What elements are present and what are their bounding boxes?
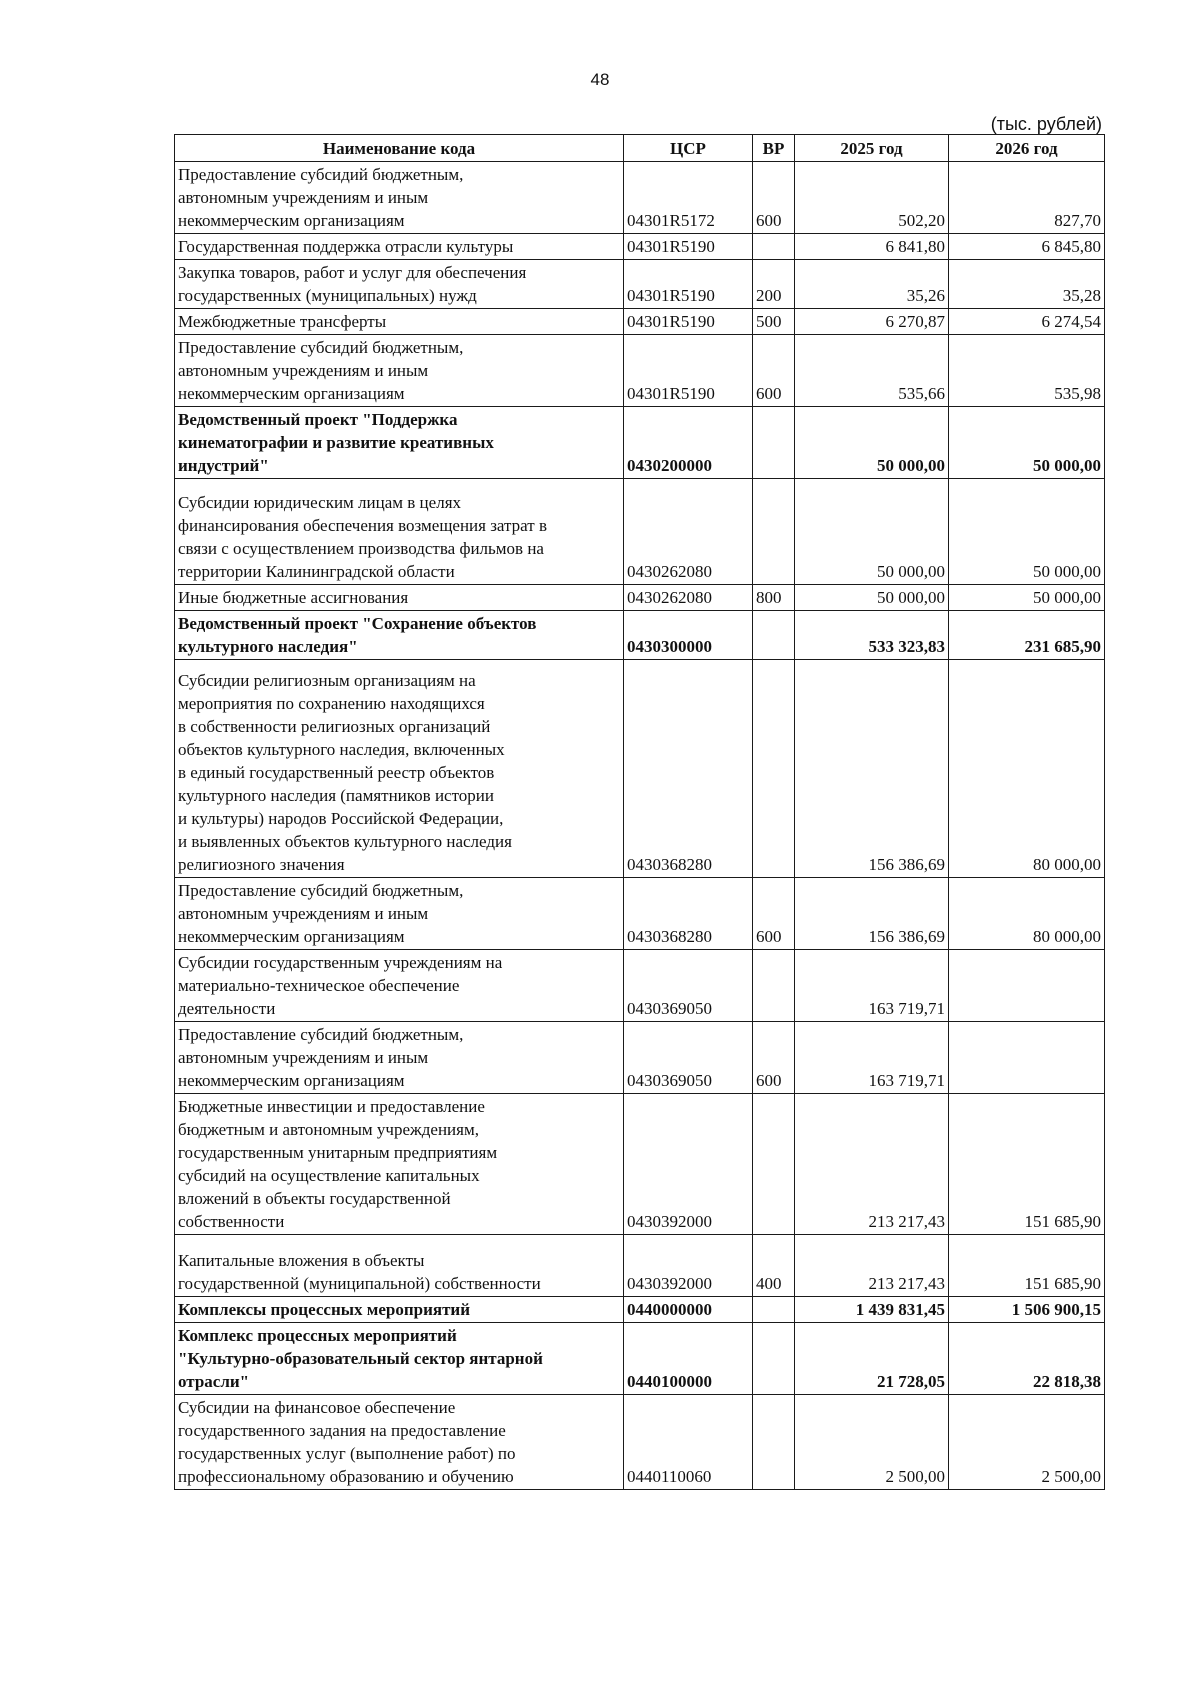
row-name-cell: Иные бюджетные ассигнования bbox=[175, 585, 624, 611]
row-name-cell: Предоставление субсидий бюджетным, автономным учреждениям и иным некоммерческим организациям bbox=[175, 162, 624, 234]
row-csr-cell: 0440100000 bbox=[624, 1323, 753, 1395]
row-vr-cell bbox=[753, 611, 795, 660]
table-row bbox=[175, 950, 1105, 1022]
row-name-cell: Субсидии юридическим лицам в целях финансирования обеспечения возмещения затрат в связи с осуществлением производства фильмов на территории Калининградской области bbox=[175, 479, 624, 585]
table-row bbox=[175, 611, 1105, 660]
row-name-cell: Предоставление субсидий бюджетным, автономным учреждениям и иным некоммерческим организациям bbox=[175, 335, 624, 407]
header-2026: 2026 год bbox=[949, 135, 1105, 162]
table-row bbox=[175, 407, 1105, 479]
row-2025-cell: 535,66 bbox=[795, 335, 949, 407]
row-2026-cell: 50 000,00 bbox=[949, 585, 1105, 611]
header-name: Наименование кода bbox=[175, 135, 624, 162]
row-name-cell: Комплекс процессных мероприятий "Культурно-образовательный сектор янтарной отрасли" bbox=[175, 1323, 624, 1395]
row-vr-cell bbox=[753, 407, 795, 479]
row-2026-cell: 1 506 900,15 bbox=[949, 1297, 1105, 1323]
row-csr-cell: 04301R5190 bbox=[624, 335, 753, 407]
table-row bbox=[175, 260, 1105, 309]
row-2026-cell: 22 818,38 bbox=[949, 1323, 1105, 1395]
row-2026-cell bbox=[949, 1022, 1105, 1094]
row-csr-cell: 04301R5190 bbox=[624, 260, 753, 309]
row-name-cell: Государственная поддержка отрасли культуры bbox=[175, 234, 624, 260]
page-number: 48 bbox=[590, 70, 610, 89]
row-vr-cell: 800 bbox=[753, 585, 795, 611]
table-row bbox=[175, 878, 1105, 950]
row-2026-cell: 6 274,54 bbox=[949, 309, 1105, 335]
row-csr-cell: 0440000000 bbox=[624, 1297, 753, 1323]
row-name-cell: Ведомственный проект "Поддержка кинематографии и развитие креативных индустрий" bbox=[175, 407, 624, 479]
header-vr: ВР bbox=[753, 135, 795, 162]
row-csr-cell: 0430369050 bbox=[624, 1022, 753, 1094]
header-row bbox=[175, 135, 1105, 162]
row-2025-cell: 50 000,00 bbox=[795, 585, 949, 611]
row-2025-cell: 163 719,71 bbox=[795, 950, 949, 1022]
row-name-cell: Ведомственный проект "Сохранение объектов культурного наследия" bbox=[175, 611, 624, 660]
row-name-cell: Субсидии религиозным организациям на мероприятия по сохранению находящихся в собственности религиозных организаций объектов культурного наследия, включенных в единый государственный реестр объектов культурного наследия (памятников истории и культуры) народов Российской Федерации, и выявленных объектов культурного наследия религиозного значения bbox=[175, 660, 624, 878]
row-2025-cell: 156 386,69 bbox=[795, 878, 949, 950]
header-csr: ЦСР bbox=[624, 135, 753, 162]
row-vr-cell: 600 bbox=[753, 335, 795, 407]
table-row bbox=[175, 162, 1105, 234]
table-row bbox=[175, 234, 1105, 260]
row-vr-cell bbox=[753, 660, 795, 878]
row-csr-cell: 0430262080 bbox=[624, 479, 753, 585]
row-name-cell: Субсидии на финансовое обеспечение государственного задания на предоставление государственных услуг (выполнение работ) по профессиональному образованию и обучению bbox=[175, 1395, 624, 1490]
table-row bbox=[175, 1235, 1105, 1297]
row-csr-cell: 0430300000 bbox=[624, 611, 753, 660]
header-2025: 2025 год bbox=[795, 135, 949, 162]
row-vr-cell bbox=[753, 1323, 795, 1395]
row-2026-cell: 50 000,00 bbox=[949, 407, 1105, 479]
row-2025-cell: 1 439 831,45 bbox=[795, 1297, 949, 1323]
table-row bbox=[175, 585, 1105, 611]
row-vr-cell: 600 bbox=[753, 878, 795, 950]
row-name-cell: Предоставление субсидий бюджетным, автономным учреждениям и иным некоммерческим организациям bbox=[175, 878, 624, 950]
table-row bbox=[175, 1297, 1105, 1323]
row-name-cell: Предоставление субсидий бюджетным, автономным учреждениям и иным некоммерческим организациям bbox=[175, 1022, 624, 1094]
row-name-cell: Капитальные вложения в объекты государственной (муниципальной) собственности bbox=[175, 1235, 624, 1297]
row-csr-cell: 04301R5172 bbox=[624, 162, 753, 234]
row-2025-cell: 21 728,05 bbox=[795, 1323, 949, 1395]
row-2026-cell: 80 000,00 bbox=[949, 878, 1105, 950]
row-csr-cell: 0430369050 bbox=[624, 950, 753, 1022]
row-name-cell: Закупка товаров, работ и услуг для обеспечения государственных (муниципальных) нужд bbox=[175, 260, 624, 309]
row-2025-cell: 156 386,69 bbox=[795, 660, 949, 878]
table-row bbox=[175, 1395, 1105, 1490]
row-vr-cell: 400 bbox=[753, 1235, 795, 1297]
row-vr-cell bbox=[753, 1297, 795, 1323]
row-2025-cell: 502,20 bbox=[795, 162, 949, 234]
table-row bbox=[175, 309, 1105, 335]
row-csr-cell: 04301R5190 bbox=[624, 309, 753, 335]
row-2025-cell: 533 323,83 bbox=[795, 611, 949, 660]
row-vr-cell bbox=[753, 234, 795, 260]
row-vr-cell: 200 bbox=[753, 260, 795, 309]
row-csr-cell: 0430392000 bbox=[624, 1235, 753, 1297]
row-vr-cell: 600 bbox=[753, 162, 795, 234]
row-2025-cell: 163 719,71 bbox=[795, 1022, 949, 1094]
row-vr-cell bbox=[753, 1094, 795, 1235]
row-2026-cell: 535,98 bbox=[949, 335, 1105, 407]
row-vr-cell bbox=[753, 950, 795, 1022]
row-name-cell: Бюджетные инвестиции и предоставление бюджетным и автономным учреждениям, государственным унитарным предприятиям субсидий на осуществление капитальных вложений в объекты государственной собственности bbox=[175, 1094, 624, 1235]
row-2026-cell: 231 685,90 bbox=[949, 611, 1105, 660]
row-2025-cell: 50 000,00 bbox=[795, 479, 949, 585]
budget-table bbox=[174, 134, 1105, 1490]
row-csr-cell: 0430368280 bbox=[624, 660, 753, 878]
row-2026-cell bbox=[949, 950, 1105, 1022]
row-csr-cell: 0430392000 bbox=[624, 1094, 753, 1235]
table-body bbox=[175, 162, 1105, 1490]
table-row bbox=[175, 479, 1105, 585]
units-label: (тыс. рублей) bbox=[990, 114, 1102, 134]
row-csr-cell: 0440110060 bbox=[624, 1395, 753, 1490]
table-row bbox=[175, 335, 1105, 407]
table-row bbox=[175, 1323, 1105, 1395]
row-vr-cell bbox=[753, 479, 795, 585]
row-csr-cell: 04301R5190 bbox=[624, 234, 753, 260]
table-row bbox=[175, 1094, 1105, 1235]
row-2025-cell: 50 000,00 bbox=[795, 407, 949, 479]
row-csr-cell: 0430262080 bbox=[624, 585, 753, 611]
table-row bbox=[175, 1022, 1105, 1094]
table-header bbox=[175, 135, 1105, 162]
row-name-cell: Субсидии государственным учреждениям на материально-техническое обеспечение деятельности bbox=[175, 950, 624, 1022]
row-name-cell: Межбюджетные трансферты bbox=[175, 309, 624, 335]
row-csr-cell: 0430368280 bbox=[624, 878, 753, 950]
row-2026-cell: 151 685,90 bbox=[949, 1094, 1105, 1235]
row-2025-cell: 2 500,00 bbox=[795, 1395, 949, 1490]
row-2025-cell: 213 217,43 bbox=[795, 1094, 949, 1235]
row-csr-cell: 0430200000 bbox=[624, 407, 753, 479]
row-2026-cell: 50 000,00 bbox=[949, 479, 1105, 585]
table-row bbox=[175, 660, 1105, 878]
row-vr-cell: 500 bbox=[753, 309, 795, 335]
row-2026-cell: 35,28 bbox=[949, 260, 1105, 309]
row-2026-cell: 80 000,00 bbox=[949, 660, 1105, 878]
row-2025-cell: 6 270,87 bbox=[795, 309, 949, 335]
row-2025-cell: 213 217,43 bbox=[795, 1235, 949, 1297]
row-2026-cell: 151 685,90 bbox=[949, 1235, 1105, 1297]
row-vr-cell: 600 bbox=[753, 1022, 795, 1094]
row-name-cell: Комплексы процессных мероприятий bbox=[175, 1297, 624, 1323]
row-2025-cell: 35,26 bbox=[795, 260, 949, 309]
row-2026-cell: 6 845,80 bbox=[949, 234, 1105, 260]
row-vr-cell bbox=[753, 1395, 795, 1490]
row-2025-cell: 6 841,80 bbox=[795, 234, 949, 260]
row-2026-cell: 827,70 bbox=[949, 162, 1105, 234]
row-2026-cell: 2 500,00 bbox=[949, 1395, 1105, 1490]
